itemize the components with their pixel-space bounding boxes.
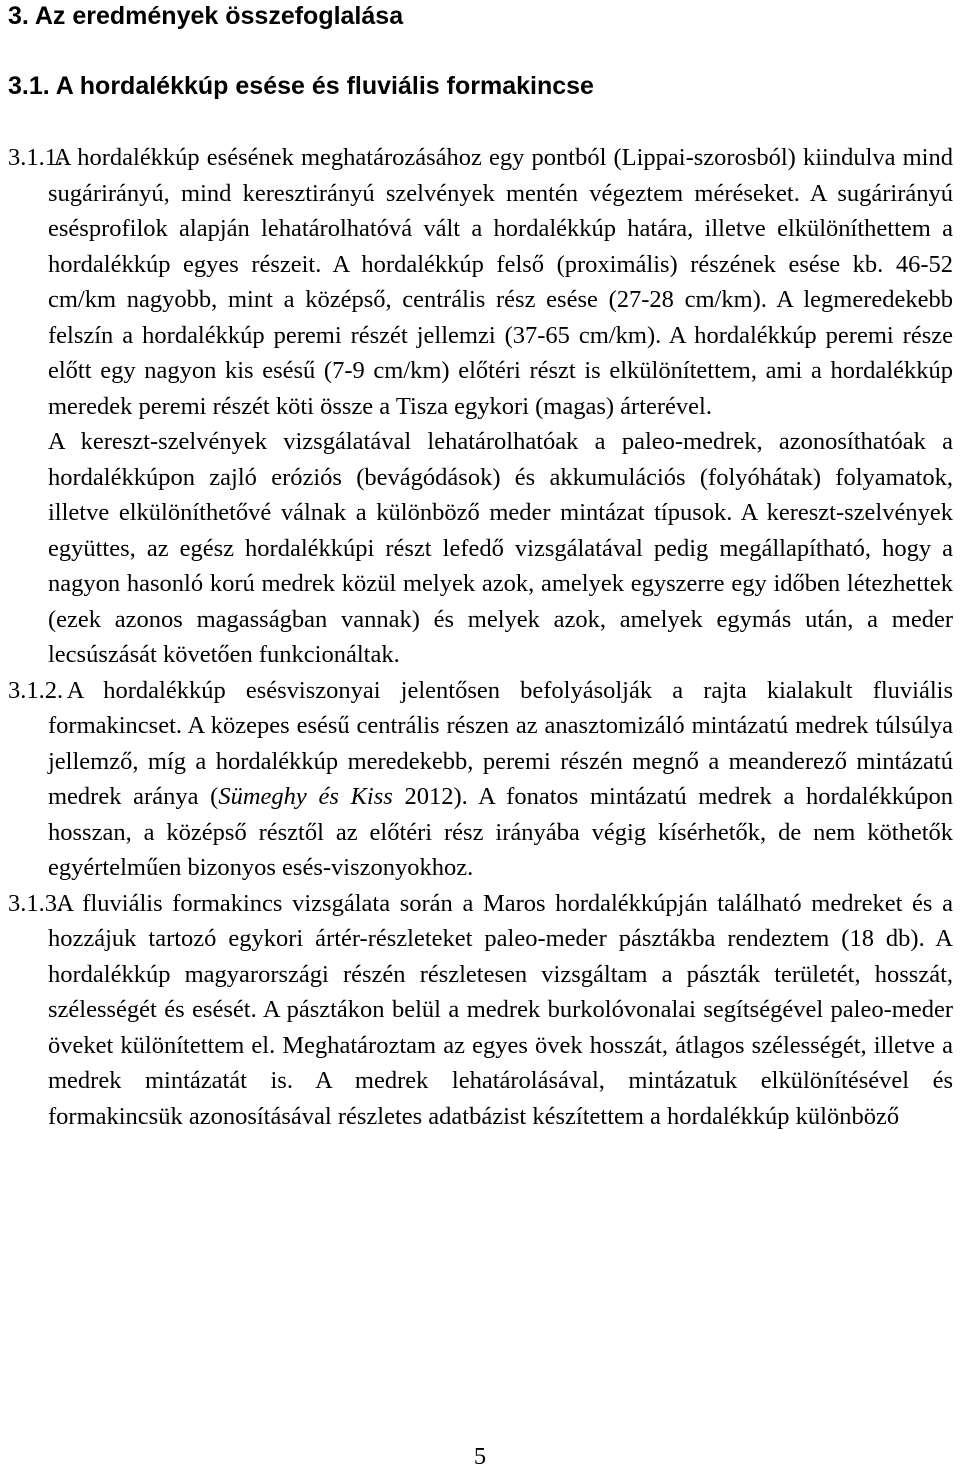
paragraph-3-1-3 bbox=[8, 886, 953, 1135]
paragraph-cross-sections bbox=[8, 424, 953, 673]
paragraph-3-1-2 bbox=[8, 673, 953, 886]
paragraph-3-1-1 bbox=[8, 140, 953, 424]
subsection-heading: 3.1. A hordalékkúp esése és fluviális formakincse bbox=[8, 72, 594, 100]
paragraph-number: 3.1.3. bbox=[8, 889, 64, 917]
paragraph-text: A hordalékkúp esésviszonyai jelentősen befolyásolják a rajta kialakult fluviális formakincset. A közepes esésű centrális részen az anasztomizáló mintázatú medrek túlsúlya jellemző, míg a hordalékkúp meredekebb, peremi részén megnő a meanderező mintázatú medrek aránya ( bbox=[48, 676, 953, 810]
paragraph-text: A kereszt-szelvények vizsgálatával lehatárolhatóak a paleo-medrek, azonosíthatóak a hordalékkúpon zajló eróziós (bevágódások) és akkumulációs (folyóhátak) folyamatok, illetve elkülöníthetővé válnak a különböző meder mintázat típusok. A kereszt-szelvények együttes, az egész hordalékkúpi részt lefedő vizsgálatával pedig megállapítható, hogy a nagyon hasonló korú medrek közül melyek azok, amelyek egyszerre egy időben létezhettek (ezek azonos magasságban vannak) és melyek azok, amelyek egymás után, a meder lecsúszását követően funkcionáltak. bbox=[48, 428, 953, 668]
citation-authors: Sümeghy és Kiss bbox=[218, 783, 393, 810]
paragraph-number: 3.1.2. bbox=[8, 676, 64, 704]
page-number: 5 bbox=[473, 1443, 487, 1470]
section-heading: 3. Az eredmények összefoglalása bbox=[8, 2, 404, 30]
body-text bbox=[8, 140, 953, 1134]
paragraph-text-cont: 2012). A fonatos mintázatú medrek a hordalékkúpon hosszan, a középső résztől az előtéri rész irányába végig kísérhetők, de nem köthetők egyértelműen bizonyos esés-viszonyokhoz. bbox=[48, 783, 953, 881]
paragraph-text: A fluviális formakincs vizsgálata során a Maros hordalékkúpján található medreket és a hozzájuk tartozó egykori ártér-részleteket paleo-meder pásztákba rendeztem (18 db). A hordalékkúp magyarországi részén részletesen vizsgáltam a pászták területét, hosszát, szélességét és esését. A pásztákon belül a medrek burkolóvonalai segítségével paleo-meder öveket különítettem el. Meghatároztam az egyes övek hosszát, átlagos szélességét, illetve a medrek mintázatát is. A medrek lehatárolásával, mintázatuk elkülönítésével és formakincsük azonosításával részletes adatbázist készítettem a hordalékkúp különböző bbox=[48, 889, 953, 1130]
paragraph-number: 3.1.1. bbox=[8, 144, 64, 171]
paragraph-text: A hordalékkúp esésének meghatározásához egy pontból (Lippai-szorosból) kiindulva mind sugárirányú, mind keresztirányú szelvények mentén végeztem méréseket. A sugárirányú esésprofilok alapján lehatárolhatóvá vált a hordalékkúp határa, illetve elkülöníthettem a hordalékkúp egyes részeit. A hordalékkúp felső (proximális) részének esése kb. 46-52 cm/km nagyobb, mint a középső, centrális rész esése (27-28 cm/km). A legmeredekebb felszín a hordalékkúp peremi részét jellemzi (37-65 cm/km). A hordalékkúp peremi része előtt egy nagyon kis esésű (7-9 cm/km) előtéri részt is elkülönítettem, ami a hordalékkúp meredek peremi részét köti össze a Tisza egykori (magas) árterével. bbox=[48, 144, 953, 420]
